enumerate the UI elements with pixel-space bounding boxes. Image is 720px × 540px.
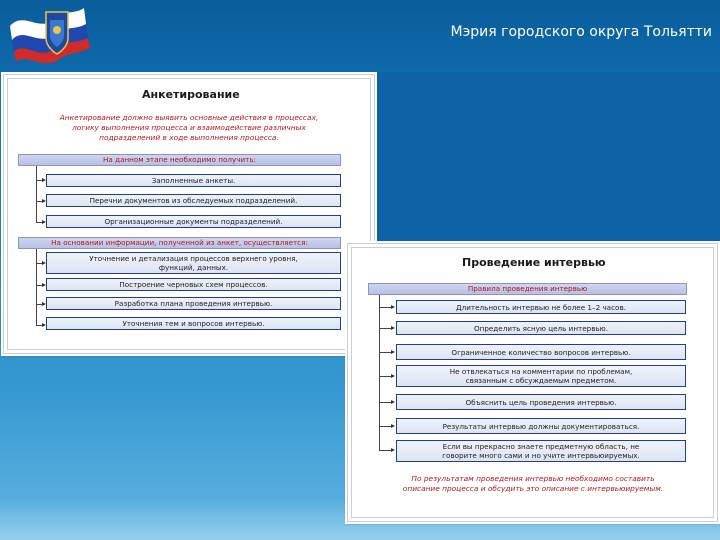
list-item: Результаты интервью должны документироваться.: [396, 418, 686, 434]
intro-line: Анкетирование должно выявить основные действия в процессах,: [59, 113, 319, 122]
footer-text: [368, 474, 698, 494]
list-item: Определить ясную цель интервью.: [396, 321, 686, 335]
list-item: Организационные документы подразделений.: [46, 215, 341, 228]
intro-line: логику выполнения процесса и взаимодействие различных: [72, 123, 306, 132]
list-item: Ограниченное количество вопросов интервью.: [396, 344, 686, 360]
list-item: Уточнение и детализация процессов верхнего уровня, функций, данных.: [46, 252, 341, 274]
arrow-icon: [391, 400, 395, 404]
survey-slide-panel: [3, 74, 375, 354]
arrow-icon: [391, 350, 395, 354]
list-item: Если вы прекрасно знаете предметную область, не говорите много сами и но учите интервьюируемых.: [396, 440, 686, 462]
org-title: Мэрия городского округа Тольятти: [450, 24, 712, 40]
panel-title: Проведение интервью: [462, 256, 606, 269]
list-item: Заполненные анкеты.: [46, 174, 341, 187]
arrow-icon: [391, 326, 395, 330]
list-item: Объяснить цель проведения интервью.: [396, 394, 686, 410]
arrow-icon: [391, 374, 395, 378]
list-item: Перечни документов из обследуемых подразделений.: [46, 194, 341, 207]
list-item: Не отвлекаться на комментарии по проблемам, связанным с обсуждаемым предметом.: [396, 365, 686, 387]
footer-line: По результатам проведения интервью необходимо составить: [411, 474, 655, 483]
arrow-icon: [391, 424, 395, 428]
rules-header: Правила проведения интервью: [368, 283, 687, 295]
list-item: Построение черновых схем процессов.: [46, 278, 341, 291]
group-header-obtain: На данном этапе необходимо получить:: [18, 154, 341, 166]
background-block: [376, 72, 720, 244]
arrow-icon: [391, 305, 395, 309]
interview-slide-panel: [347, 243, 718, 522]
connector-line: [36, 249, 37, 325]
connector-line: [36, 166, 37, 223]
flag-emblem-icon: [6, 4, 98, 66]
intro-text: [24, 113, 354, 143]
list-item: Уточнения тем и вопросов интервью.: [46, 317, 341, 330]
panel-title: Анкетирование: [142, 88, 240, 101]
arrow-icon: [391, 448, 395, 452]
footer-line: описание процесса и обсудить это описание с интервьюируемым.: [402, 484, 664, 493]
list-item: Длительность интервью не более 1–2 часов.: [396, 300, 686, 314]
intro-line: подразделений в ходе выполнения процесса.: [99, 133, 279, 142]
group-header-based-on: На основании информации, полученной из анкет, осуществляется:: [18, 237, 341, 249]
list-item: Разработка плана проведения интервью.: [46, 297, 341, 310]
